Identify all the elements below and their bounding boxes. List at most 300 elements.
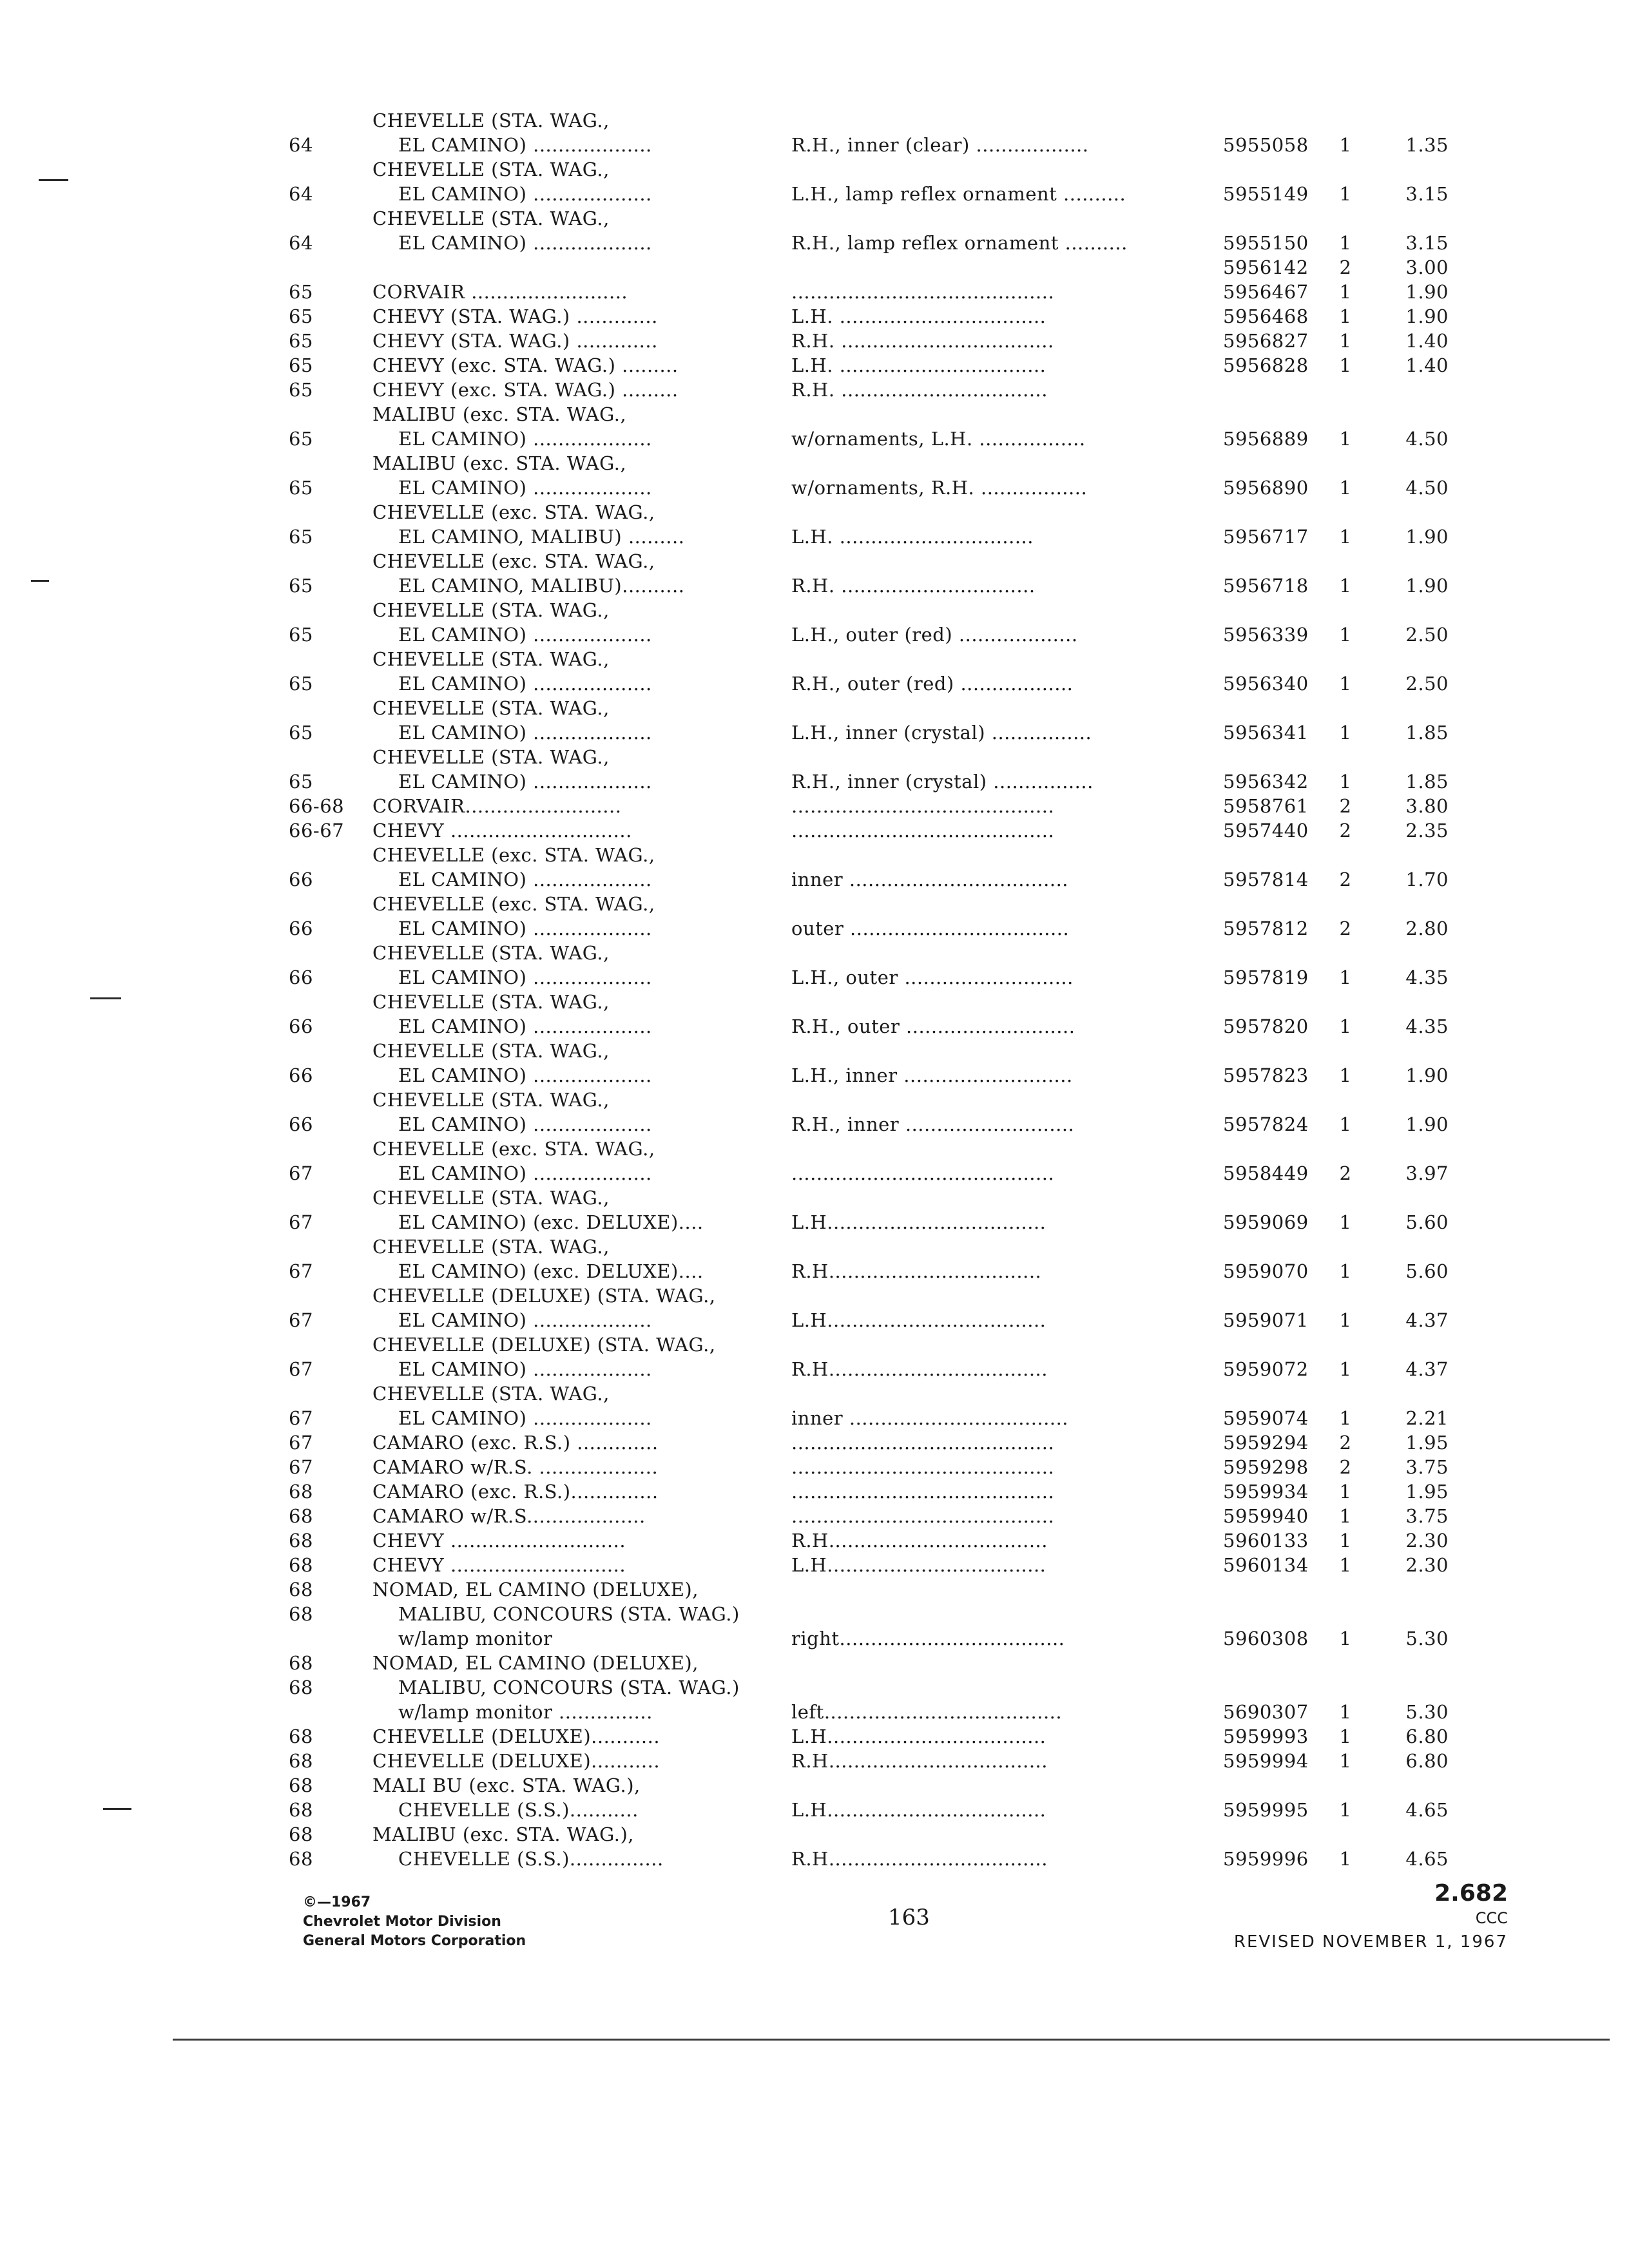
year-cell: 66 bbox=[289, 1064, 313, 1086]
year-cell: 68 bbox=[289, 1848, 313, 1870]
quantity-cell: 2 bbox=[1339, 869, 1352, 890]
description-cell: .......................................... bbox=[791, 795, 1055, 817]
part-number-cell: 5956339 bbox=[1223, 624, 1309, 646]
model-line: EL CAMINO) ................... bbox=[398, 918, 652, 939]
parts-row bbox=[289, 1455, 1513, 1479]
quantity-cell: 1 bbox=[1339, 1260, 1352, 1282]
parts-row bbox=[289, 843, 1513, 892]
model-line: CHEVY (STA. WAG.) ............. bbox=[372, 305, 658, 327]
model-line: CHEVY ............................. bbox=[372, 820, 632, 841]
part-number-cell: 5959995 bbox=[1223, 1799, 1309, 1821]
price-cell: 4.37 bbox=[1405, 1309, 1449, 1331]
description-cell: R.H., inner (crystal) ................ bbox=[791, 771, 1094, 793]
parts-row bbox=[289, 1283, 1513, 1332]
model-line: MALI BU (exc. STA. WAG.), bbox=[372, 1774, 641, 1796]
quantity-cell: 1 bbox=[1339, 1407, 1352, 1429]
description-cell: R.H., inner ........................... bbox=[791, 1113, 1075, 1135]
part-number-cell: 5958761 bbox=[1223, 795, 1309, 817]
parts-row bbox=[289, 1504, 1513, 1528]
model-line: EL CAMINO, MALIBU).......... bbox=[398, 575, 685, 597]
price-cell: 1.90 bbox=[1405, 575, 1449, 597]
model-line: EL CAMINO) ................... bbox=[398, 232, 652, 254]
model-line: EL CAMINO) ................... bbox=[398, 134, 652, 156]
year-cell: 66 bbox=[289, 966, 313, 988]
price-cell: 1.90 bbox=[1405, 305, 1449, 327]
parts-row bbox=[289, 1822, 1513, 1871]
parts-row bbox=[289, 745, 1513, 794]
year-cell: 68 bbox=[289, 1750, 313, 1772]
price-cell: 2.30 bbox=[1405, 1554, 1449, 1576]
description-cell: L.H. ................................. bbox=[791, 305, 1046, 327]
price-cell: 1.70 bbox=[1405, 869, 1449, 890]
description-cell: R.H................................... bbox=[791, 1530, 1048, 1552]
quantity-cell: 1 bbox=[1339, 281, 1352, 303]
description-cell: w/ornaments, R.H. ................. bbox=[791, 477, 1088, 499]
part-number-cell: 5957820 bbox=[1223, 1015, 1309, 1037]
year-cell: 65 bbox=[289, 330, 313, 352]
part-number-cell: 5956828 bbox=[1223, 354, 1309, 376]
description-cell: R.H................................... bbox=[791, 1358, 1048, 1380]
price-cell: 5.30 bbox=[1405, 1701, 1449, 1723]
model-line: CHEVELLE (DELUXE)........... bbox=[372, 1725, 660, 1747]
part-number-cell: 5957819 bbox=[1223, 966, 1309, 988]
model-line: CHEVY ............................ bbox=[372, 1530, 626, 1552]
model-line: CHEVELLE (exc. STA. WAG., bbox=[372, 550, 655, 572]
part-number-cell: 5690307 bbox=[1223, 1701, 1309, 1723]
year-cell: 67 bbox=[289, 1211, 313, 1233]
year-cell: 68 bbox=[289, 1725, 313, 1747]
part-number-cell: 5959934 bbox=[1223, 1481, 1309, 1503]
price-cell: 2.21 bbox=[1405, 1407, 1449, 1429]
part-number-cell: 5957814 bbox=[1223, 869, 1309, 890]
revision-block bbox=[1205, 1880, 1508, 1952]
year-cell: 65 bbox=[289, 771, 313, 793]
model-line: CHEVELLE (DELUXE) (STA. WAG., bbox=[372, 1285, 716, 1307]
year-cell: 64 bbox=[289, 134, 313, 156]
model-line: EL CAMINO) ................... bbox=[398, 477, 652, 499]
parts-row bbox=[289, 1528, 1513, 1553]
quantity-cell: 1 bbox=[1339, 575, 1352, 597]
publisher-block bbox=[303, 1893, 526, 1951]
year-cell: 67 bbox=[289, 1358, 313, 1380]
year-cell: 65 bbox=[289, 575, 313, 597]
description-cell: R.H................................... bbox=[791, 1750, 1048, 1772]
price-cell: 2.35 bbox=[1405, 820, 1449, 841]
description-cell: R.H., lamp reflex ornament .......... bbox=[791, 232, 1128, 254]
parts-row bbox=[289, 1724, 1513, 1749]
model-line: CHEVELLE (exc. STA. WAG., bbox=[372, 1138, 655, 1160]
parts-row bbox=[289, 108, 1513, 157]
description-cell: .......................................... bbox=[791, 281, 1055, 303]
price-cell: 6.80 bbox=[1405, 1725, 1449, 1747]
parts-row bbox=[289, 280, 1513, 304]
year-cell: 67 bbox=[289, 1260, 313, 1282]
model-line: CORVAIR ......................... bbox=[372, 281, 628, 303]
price-cell: 4.65 bbox=[1405, 1848, 1449, 1870]
year-cell: 65 bbox=[289, 281, 313, 303]
margin-mark bbox=[39, 179, 68, 181]
description-cell: outer ................................... bbox=[791, 918, 1070, 939]
description-cell: R.H., inner (clear) .................. bbox=[791, 134, 1089, 156]
quantity-cell: 1 bbox=[1339, 183, 1352, 205]
model-line: EL CAMINO, MALIBU) ......... bbox=[398, 526, 685, 548]
quantity-cell: 1 bbox=[1339, 624, 1352, 646]
description-cell: R.H. ............................... bbox=[791, 575, 1036, 597]
quantity-cell: 1 bbox=[1339, 1211, 1352, 1233]
division: Chevrolet Motor Division bbox=[303, 1914, 501, 1930]
model-line bbox=[372, 255, 1049, 280]
parts-row bbox=[289, 1332, 1513, 1381]
model-line: EL CAMINO) ................... bbox=[398, 1113, 652, 1135]
parts-row bbox=[289, 1773, 1513, 1822]
model-line: CHEVELLE (STA. WAG., bbox=[372, 746, 610, 768]
parts-row bbox=[289, 647, 1513, 696]
part-number-cell: 5959074 bbox=[1223, 1407, 1309, 1429]
description-cell: R.H.................................. bbox=[791, 1260, 1042, 1282]
year-cell: 66-68 bbox=[289, 795, 345, 817]
parts-row bbox=[289, 941, 1513, 990]
parts-row bbox=[289, 1479, 1513, 1504]
year-cell: 65 bbox=[289, 624, 313, 646]
description-cell: .......................................... bbox=[791, 1162, 1055, 1184]
year-cell: 68 bbox=[289, 1579, 313, 1600]
parts-row bbox=[289, 329, 1513, 353]
model-line: CHEVELLE (STA. WAG., bbox=[372, 1236, 610, 1258]
model-line: EL CAMINO) ................... bbox=[398, 1309, 652, 1331]
model-line: EL CAMINO) ................... bbox=[398, 771, 652, 793]
year-cell: 65 bbox=[289, 305, 313, 327]
quantity-cell: 1 bbox=[1339, 1848, 1352, 1870]
price-cell: 5.30 bbox=[1405, 1628, 1449, 1649]
year-cell: 64 bbox=[289, 232, 313, 254]
parts-row bbox=[289, 1430, 1513, 1455]
price-cell: 4.50 bbox=[1405, 428, 1449, 450]
year-cell: 68 bbox=[289, 1603, 313, 1625]
parts-row bbox=[289, 1577, 1513, 1651]
year-cell: 68 bbox=[289, 1774, 313, 1796]
year-cell: 65 bbox=[289, 428, 313, 450]
parts-row bbox=[289, 1381, 1513, 1430]
model-line: CHEVELLE (exc. STA. WAG., bbox=[372, 893, 655, 915]
parts-row bbox=[289, 1651, 1513, 1724]
quantity-cell: 1 bbox=[1339, 1505, 1352, 1527]
price-cell: 2.80 bbox=[1405, 918, 1449, 939]
model-line: CHEVELLE (S.S.)........... bbox=[398, 1799, 639, 1821]
model-line: CHEVELLE (STA. WAG., bbox=[372, 159, 610, 180]
parts-row bbox=[289, 1186, 1513, 1235]
quantity-cell: 1 bbox=[1339, 1358, 1352, 1380]
model-line: CHEVELLE (DELUXE)........... bbox=[372, 1750, 660, 1772]
model-line: MALIBU (exc. STA. WAG.), bbox=[372, 1823, 635, 1845]
part-number-cell: 5959298 bbox=[1223, 1456, 1309, 1478]
description-cell: L.H., inner (crystal) ................ bbox=[791, 722, 1092, 744]
price-cell: 4.35 bbox=[1405, 966, 1449, 988]
model-line: CHEVELLE (STA. WAG., bbox=[372, 697, 610, 719]
price-cell: 1.90 bbox=[1405, 526, 1449, 548]
quantity-cell: 1 bbox=[1339, 477, 1352, 499]
margin-mark bbox=[31, 580, 49, 582]
part-number-cell: 5956142 bbox=[1223, 256, 1309, 278]
quantity-cell: 1 bbox=[1339, 232, 1352, 254]
model-line: CHEVELLE (STA. WAG., bbox=[372, 1089, 610, 1111]
parts-row bbox=[289, 794, 1513, 818]
quantity-cell: 1 bbox=[1339, 1725, 1352, 1747]
model-line: CHEVELLE (STA. WAG., bbox=[372, 1187, 610, 1209]
year-cell: 66 bbox=[289, 1015, 313, 1037]
year-cell: 66 bbox=[289, 918, 313, 939]
quantity-cell: 1 bbox=[1339, 673, 1352, 695]
quantity-cell: 1 bbox=[1339, 771, 1352, 793]
model-line: EL CAMINO) ................... bbox=[398, 966, 652, 988]
part-number-cell: 5956341 bbox=[1223, 722, 1309, 744]
quantity-cell: 1 bbox=[1339, 722, 1352, 744]
part-number-cell: 5960133 bbox=[1223, 1530, 1309, 1552]
price-cell: 2.30 bbox=[1405, 1530, 1449, 1552]
revised-date: REVISED NOVEMBER 1, 1967 bbox=[1233, 1932, 1508, 1952]
part-number-cell: 5957824 bbox=[1223, 1113, 1309, 1135]
year-cell: 65 bbox=[289, 673, 313, 695]
part-number-cell: 5955149 bbox=[1223, 183, 1309, 205]
description-cell: L.H................................... bbox=[791, 1799, 1046, 1821]
year-cell: 67 bbox=[289, 1162, 313, 1184]
parts-row bbox=[289, 1749, 1513, 1773]
description-cell: .......................................... bbox=[791, 1456, 1055, 1478]
part-number-cell: 5956718 bbox=[1223, 575, 1309, 597]
parts-row bbox=[289, 1553, 1513, 1577]
year-cell: 64 bbox=[289, 183, 313, 205]
price-cell: 3.00 bbox=[1405, 256, 1449, 278]
description-cell: L.H., outer (red) ................... bbox=[791, 624, 1078, 646]
quantity-cell: 1 bbox=[1339, 1309, 1352, 1331]
quantity-cell: 1 bbox=[1339, 1481, 1352, 1503]
parts-row bbox=[289, 451, 1513, 500]
margin-mark bbox=[103, 1808, 131, 1810]
price-cell: 2.50 bbox=[1405, 673, 1449, 695]
model-line: EL CAMINO) ................... bbox=[398, 1015, 652, 1037]
part-number-cell: 5959071 bbox=[1223, 1309, 1309, 1331]
part-number-cell: 5959994 bbox=[1223, 1750, 1309, 1772]
model-line: CHEVELLE (exc. STA. WAG., bbox=[372, 844, 655, 866]
price-cell: 1.90 bbox=[1405, 1113, 1449, 1135]
quantity-cell: 2 bbox=[1339, 1162, 1352, 1184]
year-cell: 68 bbox=[289, 1799, 313, 1821]
model-line: CHEVELLE (DELUXE) (STA. WAG., bbox=[372, 1334, 716, 1356]
parts-row bbox=[289, 1235, 1513, 1283]
description-cell: .......................................... bbox=[791, 1505, 1055, 1527]
part-number-cell: 5956889 bbox=[1223, 428, 1309, 450]
price-cell: 5.60 bbox=[1405, 1260, 1449, 1282]
page-number: 163 bbox=[888, 1905, 930, 1930]
quantity-cell: 1 bbox=[1339, 1064, 1352, 1086]
model-line: CAMARO w/R.S. ................... bbox=[372, 1456, 659, 1478]
model-line: CHEVELLE (STA. WAG., bbox=[372, 207, 610, 229]
description-cell: R.H................................... bbox=[791, 1848, 1048, 1870]
price-cell: 1.40 bbox=[1405, 330, 1449, 352]
model-line: EL CAMINO) ................... bbox=[398, 1358, 652, 1380]
part-number-cell: 5959996 bbox=[1223, 1848, 1309, 1870]
year-cell: 68 bbox=[289, 1652, 313, 1674]
price-cell: 3.15 bbox=[1405, 183, 1449, 205]
model-line: EL CAMINO) ................... bbox=[398, 869, 652, 890]
description-cell: .......................................... bbox=[791, 820, 1055, 841]
quantity-cell: 1 bbox=[1339, 330, 1352, 352]
description-cell: R.H., outer (red) .................. bbox=[791, 673, 1074, 695]
parts-row bbox=[289, 1039, 1513, 1088]
parts-row bbox=[289, 304, 1513, 329]
part-number-cell: 5956827 bbox=[1223, 330, 1309, 352]
quantity-cell: 1 bbox=[1339, 1015, 1352, 1037]
margin-mark bbox=[90, 997, 121, 999]
year-cell: 65 bbox=[289, 354, 313, 376]
quantity-cell: 2 bbox=[1339, 256, 1352, 278]
description-cell: R.H. .................................. bbox=[791, 330, 1054, 352]
quantity-cell: 1 bbox=[1339, 1701, 1352, 1723]
year-cell: 68 bbox=[289, 1677, 313, 1698]
model-line: CAMARO (exc. R.S.).............. bbox=[372, 1481, 659, 1503]
model-line: w/lamp monitor bbox=[398, 1628, 553, 1649]
quantity-cell: 1 bbox=[1339, 1799, 1352, 1821]
description-cell: right.................................... bbox=[791, 1628, 1065, 1649]
parts-row bbox=[289, 500, 1513, 549]
parts-row bbox=[289, 696, 1513, 745]
model-line: EL CAMINO) (exc. DELUXE).... bbox=[398, 1260, 704, 1282]
model-line: MALIBU (exc. STA. WAG., bbox=[372, 403, 627, 425]
model-line: CHEVY (exc. STA. WAG.) ......... bbox=[372, 379, 679, 401]
model-line: EL CAMINO) ................... bbox=[398, 428, 652, 450]
year-cell: 67 bbox=[289, 1407, 313, 1429]
description-cell: L.H. ............................... bbox=[791, 526, 1034, 548]
model-line: CHEVY (exc. STA. WAG.) ......... bbox=[372, 354, 679, 376]
part-number-cell: 5957812 bbox=[1223, 918, 1309, 939]
model-line: CHEVELLE (S.S.)............... bbox=[398, 1848, 664, 1870]
model-line: CAMARO w/R.S................... bbox=[372, 1505, 646, 1527]
model-line: MALIBU, CONCOURS (STA. WAG.) bbox=[398, 1603, 740, 1625]
model-line: CHEVELLE (STA. WAG., bbox=[372, 1040, 610, 1062]
year-cell: 66-67 bbox=[289, 820, 345, 841]
description-cell: L.H................................... bbox=[791, 1554, 1046, 1576]
price-cell: 3.15 bbox=[1405, 232, 1449, 254]
model-line: CHEVELLE (STA. WAG., bbox=[372, 110, 610, 131]
price-cell: 3.75 bbox=[1405, 1456, 1449, 1478]
description-cell: L.H................................... bbox=[791, 1309, 1046, 1331]
model-line: EL CAMINO) ................... bbox=[398, 1407, 652, 1429]
part-number-cell: 5959993 bbox=[1223, 1725, 1309, 1747]
price-cell: 1.90 bbox=[1405, 1064, 1449, 1086]
price-cell: 4.65 bbox=[1405, 1799, 1449, 1821]
price-cell: 4.35 bbox=[1405, 1015, 1449, 1037]
model-line: EL CAMINO) ................... bbox=[398, 1064, 652, 1086]
part-number-cell: 5956468 bbox=[1223, 305, 1309, 327]
model-line: CHEVELLE (STA. WAG., bbox=[372, 1383, 610, 1405]
model-line: MALIBU, CONCOURS (STA. WAG.) bbox=[398, 1677, 740, 1698]
year-cell: 65 bbox=[289, 722, 313, 744]
parts-row bbox=[289, 378, 1513, 402]
quantity-cell: 1 bbox=[1339, 134, 1352, 156]
parts-row bbox=[289, 353, 1513, 378]
parts-row bbox=[289, 1137, 1513, 1186]
description-cell: L.H., inner ........................... bbox=[791, 1064, 1073, 1086]
year-cell: 67 bbox=[289, 1432, 313, 1454]
description-cell: .......................................... bbox=[791, 1481, 1055, 1503]
model-line: EL CAMINO) ................... bbox=[398, 722, 652, 744]
parts-row bbox=[289, 549, 1513, 598]
parts-row bbox=[289, 990, 1513, 1039]
year-cell: 68 bbox=[289, 1505, 313, 1527]
year-cell: 65 bbox=[289, 477, 313, 499]
description-cell: L.H. ................................. bbox=[791, 354, 1046, 376]
price-cell: 2.50 bbox=[1405, 624, 1449, 646]
year-cell: 66 bbox=[289, 1113, 313, 1135]
quantity-cell: 2 bbox=[1339, 1432, 1352, 1454]
year-cell: 68 bbox=[289, 1554, 313, 1576]
quantity-cell: 1 bbox=[1339, 354, 1352, 376]
quantity-cell: 1 bbox=[1339, 1628, 1352, 1649]
model-line: MALIBU (exc. STA. WAG., bbox=[372, 452, 627, 474]
part-number-cell: 5956467 bbox=[1223, 281, 1309, 303]
price-cell: 1.85 bbox=[1405, 722, 1449, 744]
year-cell: 67 bbox=[289, 1456, 313, 1478]
quantity-cell: 2 bbox=[1339, 1456, 1352, 1478]
description-cell: L.H., lamp reflex ornament .......... bbox=[791, 183, 1126, 205]
model-line: CHEVELLE (STA. WAG., bbox=[372, 599, 610, 621]
description-cell: R.H. ................................. bbox=[791, 379, 1048, 401]
description-cell: L.H................................... bbox=[791, 1211, 1046, 1233]
price-cell: 5.60 bbox=[1405, 1211, 1449, 1233]
part-number-cell: 5959070 bbox=[1223, 1260, 1309, 1282]
description-cell: w/ornaments, L.H. ................. bbox=[791, 428, 1086, 450]
price-cell: 3.80 bbox=[1405, 795, 1449, 817]
price-cell: 1.35 bbox=[1405, 134, 1449, 156]
description-cell: R.H., outer ........................... bbox=[791, 1015, 1075, 1037]
price-cell: 6.80 bbox=[1405, 1750, 1449, 1772]
parts-row bbox=[289, 255, 1513, 280]
part-number-cell: 5960134 bbox=[1223, 1554, 1309, 1576]
parts-row bbox=[289, 402, 1513, 451]
model-line: EL CAMINO) (exc. DELUXE).... bbox=[398, 1211, 704, 1233]
parts-row bbox=[289, 818, 1513, 843]
description-cell: inner ................................... bbox=[791, 1407, 1069, 1429]
model-line: CHEVELLE (STA. WAG., bbox=[372, 942, 610, 964]
year-cell: 68 bbox=[289, 1530, 313, 1552]
quantity-cell: 2 bbox=[1339, 918, 1352, 939]
quantity-cell: 1 bbox=[1339, 966, 1352, 988]
parts-row bbox=[289, 1088, 1513, 1137]
section-code-suffix: CCC bbox=[1475, 1909, 1508, 1927]
model-cell bbox=[372, 255, 1049, 280]
price-cell: 1.95 bbox=[1405, 1481, 1449, 1503]
section-code: 2.682 bbox=[1434, 1880, 1508, 1907]
quantity-cell: 1 bbox=[1339, 1554, 1352, 1576]
price-cell: 1.85 bbox=[1405, 771, 1449, 793]
part-number-cell: 5959072 bbox=[1223, 1358, 1309, 1380]
part-number-cell: 5958449 bbox=[1223, 1162, 1309, 1184]
model-line: NOMAD, EL CAMINO (DELUXE), bbox=[372, 1579, 699, 1600]
description-cell: left...................................... bbox=[791, 1701, 1063, 1723]
description-cell: inner ................................... bbox=[791, 869, 1069, 890]
year-cell: 66 bbox=[289, 869, 313, 890]
part-number-cell: 5956342 bbox=[1223, 771, 1309, 793]
quantity-cell: 1 bbox=[1339, 1530, 1352, 1552]
model-line: EL CAMINO) ................... bbox=[398, 1162, 652, 1184]
parts-row bbox=[289, 157, 1513, 206]
price-cell: 4.37 bbox=[1405, 1358, 1449, 1380]
quantity-cell: 1 bbox=[1339, 1113, 1352, 1135]
model-line: EL CAMINO) ................... bbox=[398, 183, 652, 205]
part-number-cell: 5959294 bbox=[1223, 1432, 1309, 1454]
parts-list bbox=[289, 108, 1513, 1871]
quantity-cell: 2 bbox=[1339, 820, 1352, 841]
part-number-cell: 5957440 bbox=[1223, 820, 1309, 841]
